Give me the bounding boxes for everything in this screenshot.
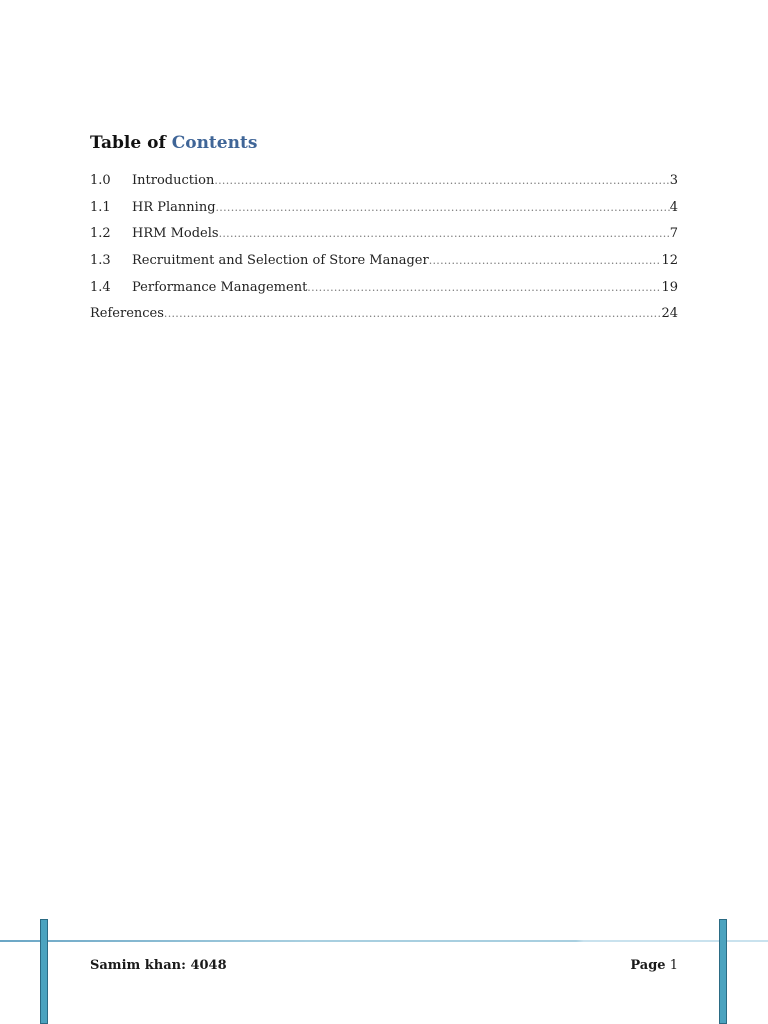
- toc-entry-label: Introduction: [132, 173, 215, 188]
- toc-entry-hrm-models[interactable]: [90, 221, 678, 248]
- toc-entry-introduction[interactable]: [90, 168, 678, 195]
- toc-heading-part2: Contents: [171, 133, 258, 153]
- toc-heading-part1: Table of: [90, 133, 166, 153]
- toc-entry-label: HRM Models: [132, 226, 219, 242]
- toc-entry-number: 1.0: [90, 173, 111, 188]
- toc-entry-page: 4: [669, 199, 678, 215]
- toc-entry-performance-management[interactable]: [90, 275, 678, 302]
- toc-dot-leader: [219, 221, 670, 248]
- toc-entry-label: HR Planning: [132, 199, 216, 215]
- toc-dot-leader: [164, 301, 662, 328]
- footer-page-number: [630, 958, 678, 973]
- toc-entry-number: 1.2: [90, 226, 111, 242]
- toc-heading: [90, 131, 257, 155]
- footer-left-bar: [40, 919, 48, 1024]
- toc-entry-page: 24: [661, 306, 678, 322]
- toc-dot-leader: [307, 275, 661, 302]
- toc-entry-label: References: [90, 306, 164, 322]
- toc-entry-label: Recruitment and Selection of Store Manager: [132, 253, 429, 269]
- toc-entry-number: 1.3: [90, 253, 111, 269]
- toc-dot-leader: [216, 195, 670, 222]
- toc-entry-page: 3: [669, 173, 678, 188]
- footer-page-value: 1: [669, 958, 678, 973]
- footer-page-word: Page: [630, 958, 666, 973]
- toc-entry-hr-planning[interactable]: [90, 195, 678, 222]
- toc-entry-page: 19: [661, 279, 678, 295]
- toc-entry-page: 7: [669, 226, 678, 242]
- toc-entry-label: Performance Management: [132, 279, 308, 295]
- footer-right-bar: [719, 919, 727, 1024]
- toc-dot-leader: [214, 168, 669, 195]
- footer-rule: [0, 940, 768, 942]
- toc-dot-leader: [429, 248, 662, 275]
- toc-entry-page: 12: [661, 253, 678, 269]
- toc-entry-references[interactable]: [90, 301, 678, 328]
- footer-author: Samim khan: 4048: [90, 958, 227, 973]
- toc-entry-number: 1.4: [90, 279, 111, 295]
- toc-entry-number: 1.1: [90, 199, 111, 215]
- toc-entry-recruitment[interactable]: [90, 248, 678, 275]
- toc-list: [90, 168, 678, 328]
